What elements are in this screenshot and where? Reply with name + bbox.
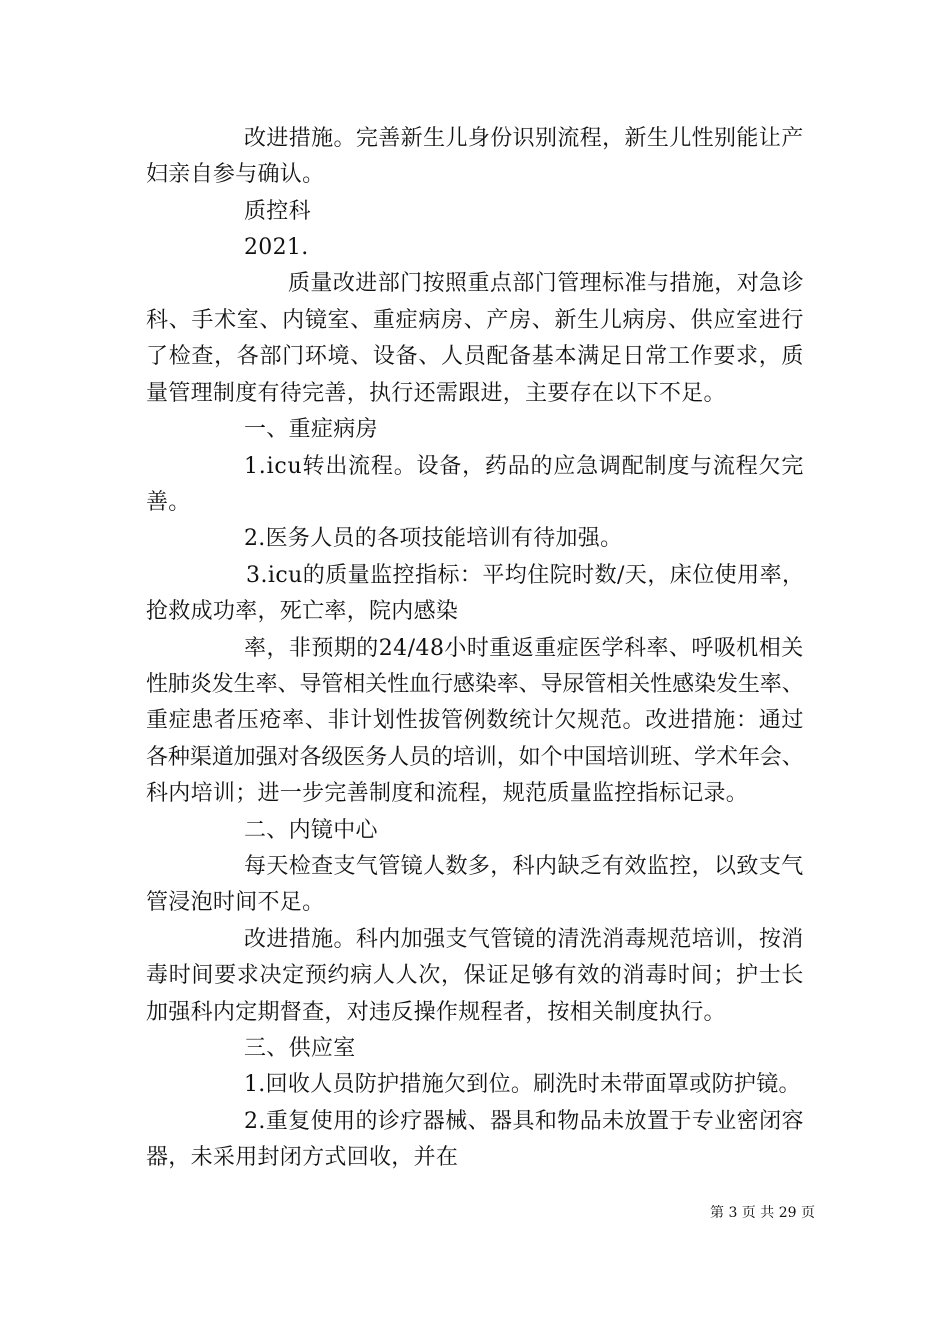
paragraph-line: 了检查，各部门环境、设备、人员配备基本满足日常工作要求，质 xyxy=(146,344,805,369)
paragraph-line: 抢救成功率，死亡率，院内感染 xyxy=(146,599,459,624)
paragraph-line: 改进措施。科内加强支气管镜的清洗消毒规范培训，按消 xyxy=(244,927,804,952)
section-heading: 三、供应室 xyxy=(244,1036,356,1061)
paragraph-line: 器，未采用封闭方式回收，并在 xyxy=(146,1145,459,1170)
paragraph-line: 重症患者压疮率、非计划性拔管例数统计欠规范。改进措施：通过 xyxy=(146,708,805,733)
paragraph-line: 毒时间要求决定预约病人人次，保证足够有效的消毒时间；护士长 xyxy=(146,963,805,988)
paragraph-line: 加强科内定期督查，对违反操作规程者，按相关制度执行。 xyxy=(146,1000,726,1025)
paragraph-line: 改进措施。完善新生儿身份识别流程，新生儿性别能让产 xyxy=(244,126,804,151)
paragraph-line: 2.重复使用的诊疗器械、器具和物品未放置于专业密闭容 xyxy=(244,1109,804,1134)
paragraph-line: 每天检查支气管镜人数多，科内缺乏有效监控，以致支气 xyxy=(244,854,804,879)
paragraph-line: 2021. xyxy=(244,235,309,260)
paragraph-line: 各种渠道加强对各级医务人员的培训，如个中国培训班、学术年会、 xyxy=(146,745,804,770)
paragraph-line: 妇亲自参与确认。 xyxy=(146,162,325,187)
paragraph-line: 1.icu转出流程。设备，药品的应急调配制度与流程欠完 xyxy=(244,454,805,479)
paragraph-line: 2.医务人员的各项技能培训有待加强。 xyxy=(244,526,623,551)
paragraph-line: 性肺炎发生率、导管相关性血行感染率、导尿管相关性感染发生率、 xyxy=(146,672,804,697)
section-heading: 一、重症病房 xyxy=(244,417,378,442)
paragraph-line: 3.icu的质量监控指标：平均住院时数/天，床位使用率， xyxy=(246,563,805,588)
paragraph-line: 质控科 xyxy=(244,199,311,224)
section-heading: 二、内镜中心 xyxy=(244,818,378,843)
paragraph-line: 质量改进部门按照重点部门管理标准与措施，对急诊 xyxy=(288,271,805,296)
paragraph-line: 科、手术室、内镜室、重症病房、产房、新生儿病房、供应室进行 xyxy=(146,308,805,333)
paragraph-line: 率，非预期的24/48小时重返重症医学科率、呼吸机相关 xyxy=(244,636,804,661)
paragraph-line: 量管理制度有待完善，执行还需跟进，主要存在以下不足。 xyxy=(146,381,726,406)
paragraph-line: 善。 xyxy=(146,490,191,515)
paragraph-line: 管浸泡时间不足。 xyxy=(146,890,325,915)
page-number-footer: 第 3 页 共 29 页 xyxy=(710,1205,815,1221)
paragraph-line: 1.回收人员防护措施欠到位。刷洗时未带面罩或防护镜。 xyxy=(244,1072,801,1097)
paragraph-line: 科内培训；进一步完善制度和流程，规范质量监控指标记录。 xyxy=(146,781,749,806)
